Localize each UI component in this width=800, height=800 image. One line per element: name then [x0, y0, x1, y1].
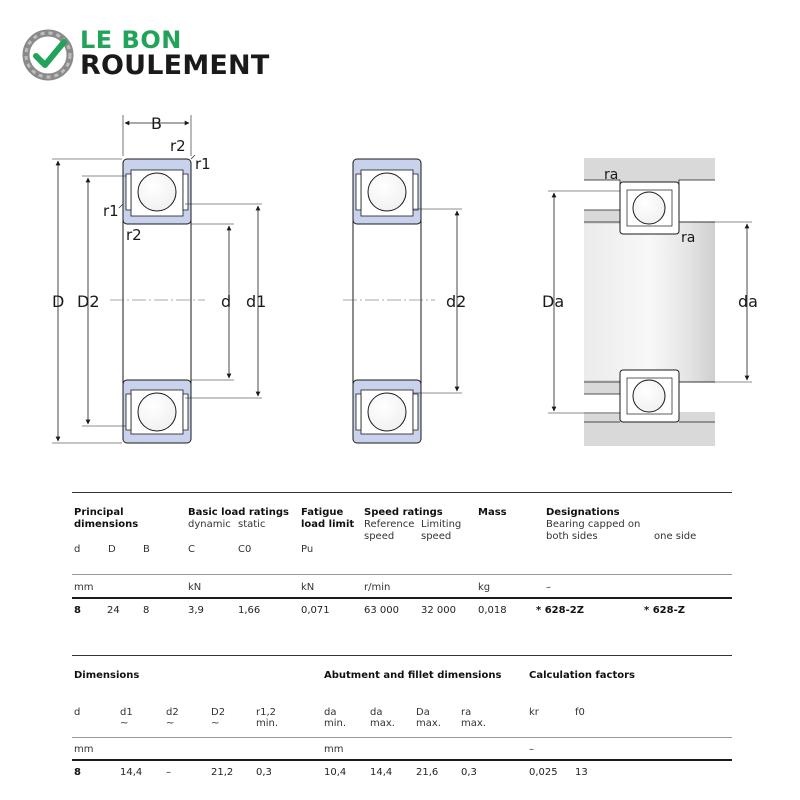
- symbol2-ra-max: ra: [461, 707, 472, 718]
- row-mass: 0,018: [478, 605, 507, 616]
- label-ra-right: ra: [681, 230, 696, 246]
- label-Da: Da: [542, 292, 565, 311]
- label-d: d: [221, 292, 232, 311]
- table2-data-rule: [72, 759, 732, 761]
- header-designations: Designations: [546, 507, 620, 518]
- symbol-Pu: Pu: [301, 544, 314, 555]
- bearing-logo-icon: [22, 28, 74, 82]
- symbol-B: B: [143, 544, 150, 555]
- table-data-rule: [72, 597, 732, 599]
- header-both-sides: both sides: [546, 531, 598, 542]
- row-designation-both: * 628-2Z: [536, 605, 584, 616]
- label-d1: d1: [246, 292, 267, 311]
- symbol2-r12: r1,2: [256, 707, 277, 718]
- mounting-view: [548, 158, 752, 446]
- unit-dash: –: [546, 582, 551, 593]
- row2-Da-max: 21,6: [416, 767, 439, 778]
- row2-da-min: 10,4: [324, 767, 347, 778]
- label-r2-left: r2: [126, 226, 142, 244]
- label-da: da: [738, 292, 758, 311]
- header-fatigue-2: load limit: [301, 519, 355, 530]
- symbol-d: d: [74, 544, 81, 555]
- symbol2-d2: d2: [166, 707, 179, 718]
- row2-r12: 0,3: [256, 767, 272, 778]
- label-d2: d2: [446, 292, 467, 311]
- header-bearing-capped: Bearing capped on: [546, 519, 641, 530]
- label-ra-top: ra: [604, 167, 619, 183]
- header-reference-speed: speed: [364, 531, 395, 542]
- unit2-mm-2: mm: [324, 744, 344, 755]
- row-limiting-speed: 32 000: [421, 605, 456, 616]
- symbol2-kr: kr: [529, 707, 539, 718]
- symbol2-ra-max-sub: max.: [461, 718, 486, 729]
- row-Pu: 0,071: [301, 605, 330, 616]
- row2-da-max: 14,4: [370, 767, 393, 778]
- label-r2-top: r2: [170, 137, 186, 155]
- row2-D2: 21,2: [211, 767, 234, 778]
- header-dynamic: dynamic: [188, 519, 231, 530]
- row2-f0: 13: [575, 767, 588, 778]
- row-C: 3,9: [188, 605, 204, 616]
- symbol2-d: d: [74, 707, 81, 718]
- header-fatigue: Fatigue: [301, 507, 344, 518]
- header-limiting-speed: speed: [421, 531, 452, 542]
- row2-d: 8: [74, 767, 81, 778]
- table2-unit-rule: [72, 737, 732, 738]
- symbol2-d1: d1: [120, 707, 133, 718]
- symbol-D: D: [108, 544, 116, 555]
- symbol-C: C: [188, 544, 195, 555]
- table2-top-rule: [72, 655, 732, 656]
- unit-mm: mm: [74, 582, 94, 593]
- header-reference: Reference: [364, 519, 415, 530]
- label-r1-top: r1: [195, 155, 211, 173]
- symbol2-r12-min: min.: [256, 718, 279, 729]
- symbol-C0: C0: [238, 544, 252, 555]
- header-static: static: [238, 519, 266, 530]
- symbol2-da-min-sub: min.: [324, 718, 347, 729]
- header-dimensions: Dimensions: [74, 670, 140, 681]
- row-d: 8: [74, 605, 81, 616]
- row2-d2: –: [166, 767, 171, 778]
- logo-line-1: LE BON: [80, 26, 182, 54]
- row-designation-one: * 628-Z: [644, 605, 685, 616]
- row-C0: 1,66: [238, 605, 261, 616]
- row2-kr: 0,025: [529, 767, 558, 778]
- symbol2-da-max: da: [370, 707, 383, 718]
- symbol2-d2-approx: ~: [166, 718, 175, 729]
- symbol2-Da-max: Da: [416, 707, 430, 718]
- bearing-data-table: [72, 492, 732, 622]
- header-one-side: one side: [654, 531, 697, 542]
- dimensions-table: [72, 655, 732, 785]
- brand-logo: [22, 26, 302, 86]
- unit-kN: kN: [188, 582, 202, 593]
- symbol2-da-min: da: [324, 707, 337, 718]
- table-top-rule: [72, 492, 732, 493]
- row2-ra-max: 0,3: [461, 767, 477, 778]
- symbol2-f0: f0: [575, 707, 585, 718]
- header-limiting: Limiting: [421, 519, 462, 530]
- symbol2-D2-approx: ~: [211, 718, 220, 729]
- symbol2-da-max-sub: max.: [370, 718, 395, 729]
- header-principal-2: dimensions: [74, 519, 139, 530]
- unit-kN-2: kN: [301, 582, 315, 593]
- row-D: 24: [107, 605, 120, 616]
- bearing-section-view-1: [52, 115, 262, 443]
- label-D2: D2: [77, 292, 100, 311]
- header-mass: Mass: [478, 507, 507, 518]
- header-basic-load: Basic load ratings: [188, 507, 289, 518]
- unit2-mm: mm: [74, 744, 94, 755]
- label-r1-left: r1: [103, 202, 119, 220]
- symbol2-Da-max-sub: max.: [416, 718, 441, 729]
- label-B: B: [151, 114, 162, 133]
- symbol2-d1-approx: ~: [120, 718, 129, 729]
- table-unit-rule: [72, 574, 732, 575]
- unit-rmin: r/min: [364, 582, 391, 593]
- header-principal: Principal: [74, 507, 124, 518]
- symbol2-D2: D2: [211, 707, 226, 718]
- logo-line-2: ROULEMENT: [80, 50, 270, 81]
- header-speed: Speed ratings: [364, 507, 443, 518]
- bearing-section-view-2: [343, 159, 462, 443]
- header-calc-factors: Calculation factors: [529, 670, 635, 681]
- row-reference-speed: 63 000: [364, 605, 399, 616]
- bearing-technical-drawing: [0, 100, 800, 470]
- unit2-dash: –: [529, 744, 534, 755]
- unit-kg: kg: [478, 582, 491, 593]
- label-D: D: [52, 292, 65, 311]
- header-abutment: Abutment and fillet dimensions: [324, 670, 502, 681]
- row2-d1: 14,4: [120, 767, 143, 778]
- row-B: 8: [143, 605, 150, 616]
